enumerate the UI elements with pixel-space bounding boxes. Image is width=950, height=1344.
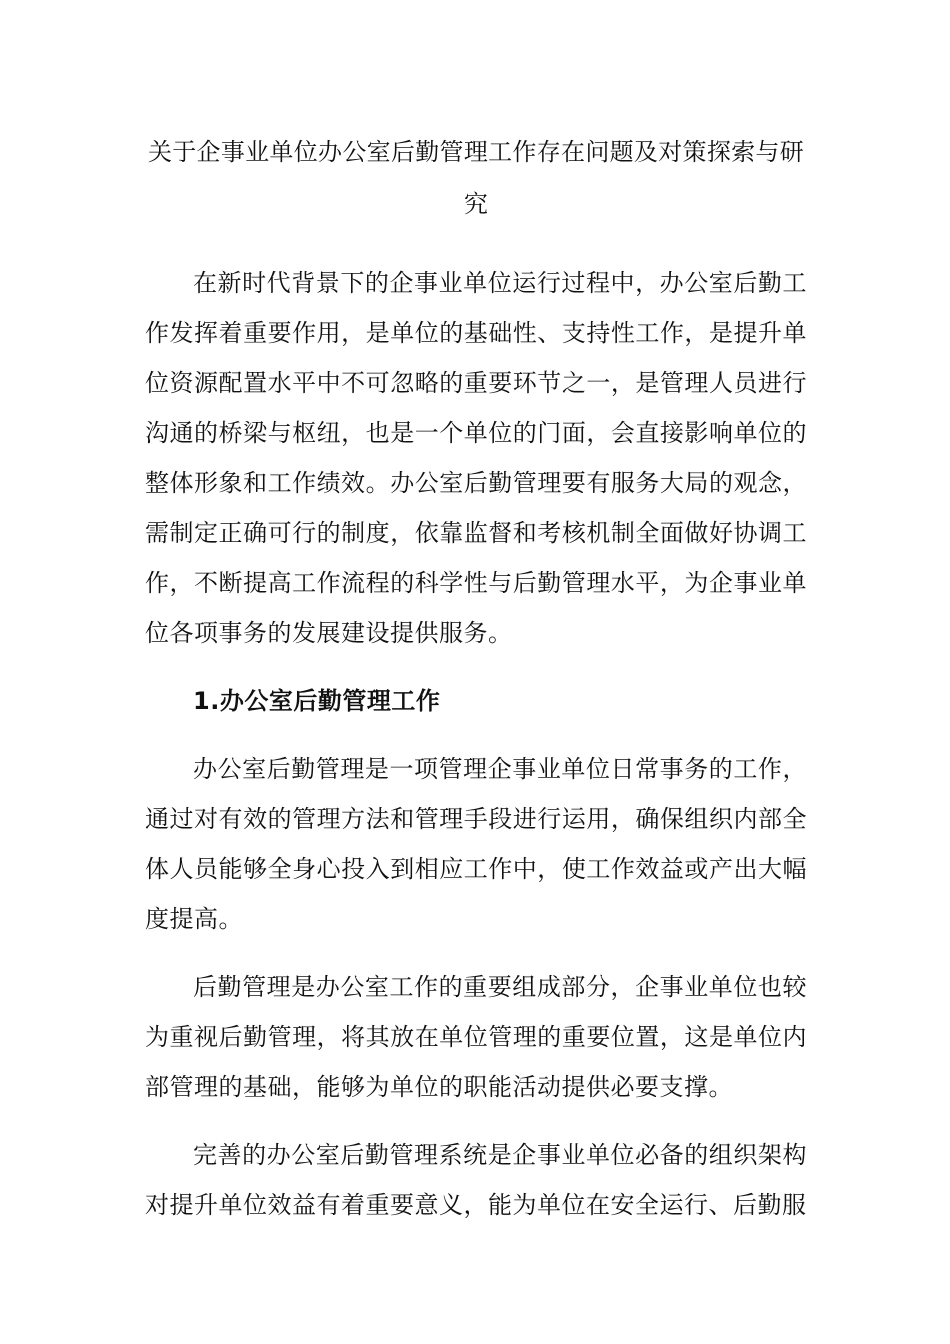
section-paragraph-2: 后勤管理是办公室工作的重要组成部分，企事业单位也较为重视后勤管理，将其放在单位管理的重要位置，这是单位内部管理的基础，能够为单位的职能活动提供必要支撑。 bbox=[145, 973, 807, 1101]
spacer bbox=[145, 726, 807, 744]
document-title: 关于企事业单位办公室后勤管理工作存在问题及对策探索与研究 bbox=[147, 138, 805, 218]
section-paragraph-1: 办公室后勤管理是一项管理企事业单位日常事务的工作，通过对有效的管理方法和管理手段进行运用，确保组织内部全体人员能够全身心投入到相应工作中，使工作效益或产出大幅度提高。 bbox=[145, 755, 807, 933]
spacer bbox=[145, 1112, 807, 1130]
document-body bbox=[145, 126, 807, 1230]
section-heading: 1.办公室后勤管理工作 bbox=[193, 687, 441, 715]
spacer bbox=[145, 230, 807, 258]
intro-paragraph: 在新时代背景下的企事业单位运行过程中，办公室后勤工作发挥着重要作用，是单位的基础性、支持性工作，是提升单位资源配置水平中不可忽略的重要环节之一，是管理人员进行沟通的桥梁与枢纽，也是一个单位的门面，会直接影响单位的整体形象和工作绩效。办公室后勤管理要有服务大局的观念，需制定正确可行的制度，依靠监督和考核机制全面做好协调工作，不断提高工作流程的科学性与后勤管理水平，为企事业单位各项事务的发展建设提供服务。 bbox=[145, 269, 807, 647]
section-paragraph-3: 完善的办公室后勤管理系统是企事业单位必备的组织架构对提升单位效益有着重要意义，能为单位在安全运行、后勤服 bbox=[145, 1141, 807, 1219]
spacer bbox=[145, 944, 807, 962]
spacer bbox=[145, 658, 807, 676]
